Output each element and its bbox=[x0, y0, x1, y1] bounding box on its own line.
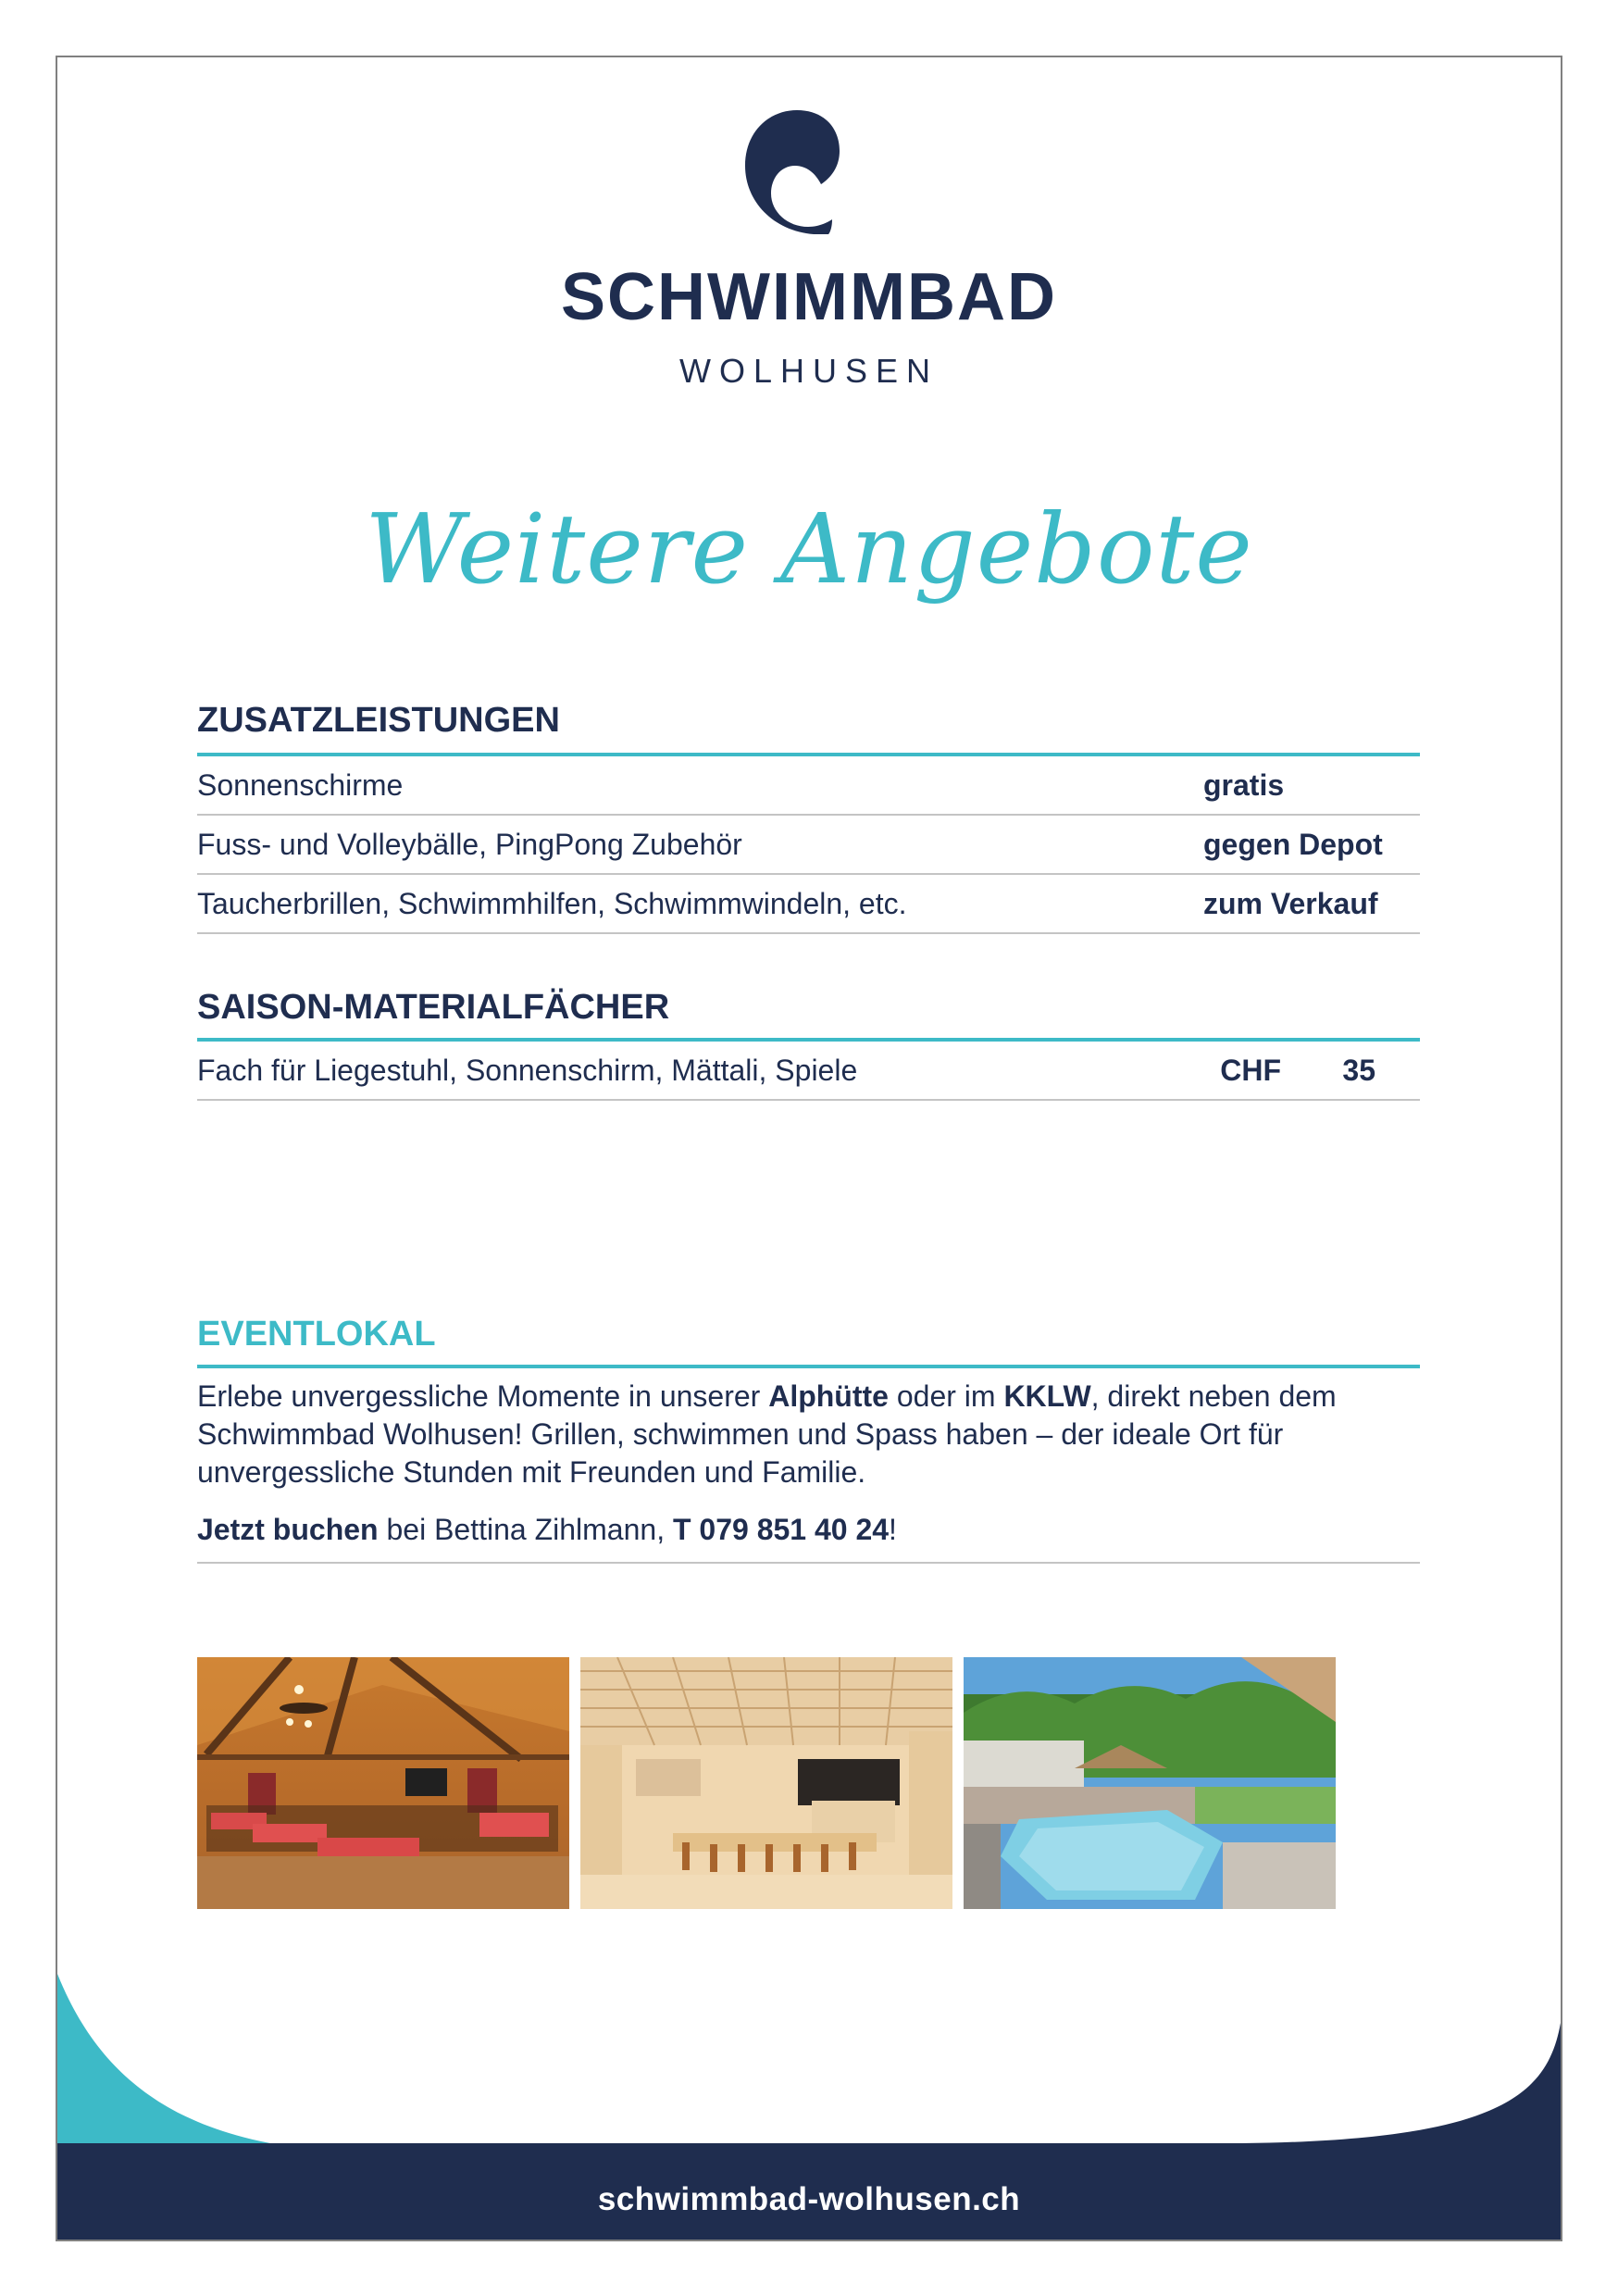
row-amount: 35 bbox=[1342, 1053, 1375, 1087]
booking-contact bbox=[197, 1511, 1420, 1564]
pool-terrace-photo bbox=[964, 1657, 1336, 1909]
page-title: Weitere Angebote bbox=[365, 493, 1253, 605]
brand-name: SCHWIMMBAD bbox=[561, 260, 1057, 334]
alphuette-interior-photo bbox=[197, 1657, 569, 1909]
row-label: Fuss- und Volleybälle, PingPong Zubehör bbox=[197, 827, 742, 861]
kklw-hall-photo bbox=[580, 1657, 952, 1909]
website-link[interactable]: schwimmbad-wolhusen.ch bbox=[597, 2181, 1021, 2217]
row-label: Sonnenschirme bbox=[197, 767, 404, 802]
row-label: Fach für Liegestuhl, Sonnenschirm, Mättali, Spiele bbox=[197, 1053, 858, 1087]
booking-cta: Jetzt buchen bbox=[197, 1513, 379, 1546]
section-zusatzleistungen bbox=[197, 699, 1420, 934]
row-label: Taucherbrillen, Schwimmhilfen, Schwimmwindeln, etc. bbox=[197, 886, 907, 920]
page-frame bbox=[56, 56, 1562, 2241]
alphuette-highlight: Alphütte bbox=[768, 1379, 889, 1413]
section-heading: ZUSATZLEISTUNGEN bbox=[197, 701, 560, 740]
eventlokal-description bbox=[197, 1378, 1420, 1491]
section-saison-materialfaecher bbox=[197, 986, 1420, 1101]
teal-divider bbox=[197, 1365, 1420, 1368]
section-eventlokal bbox=[197, 1313, 1420, 1564]
text-part: , direkt neben dem Schwimmbad Wolhusen! Grillen, schwimmen und Spass haben – der ideale Ort für unvergessliche Stunden mit Freunden und Familie. bbox=[197, 1379, 1337, 1489]
text-part: ! bbox=[889, 1513, 897, 1546]
section-heading: SAISON-MATERIALFÄCHER bbox=[197, 988, 670, 1027]
wave-logo-icon bbox=[743, 108, 843, 234]
contact-person: bei Bettina Zihlmann, bbox=[378, 1513, 673, 1546]
table-row bbox=[197, 756, 1420, 816]
text-part: oder im bbox=[888, 1379, 1004, 1413]
contact-phone[interactable]: T 079 851 40 24 bbox=[672, 1513, 890, 1546]
table-row bbox=[197, 1042, 1420, 1101]
row-value: zum Verkauf bbox=[1203, 886, 1378, 920]
section-heading: EVENTLOKAL bbox=[197, 1315, 436, 1354]
row-value: gratis bbox=[1203, 767, 1285, 802]
table-row bbox=[197, 875, 1420, 934]
row-currency: CHF bbox=[1220, 1053, 1281, 1087]
photo-gallery bbox=[197, 1657, 1336, 1909]
brand-subtitle: WOLHUSEN bbox=[678, 352, 940, 390]
row-value: gegen Depot bbox=[1203, 827, 1383, 861]
kklw-highlight: KKLW bbox=[1003, 1379, 1091, 1413]
table-row bbox=[197, 816, 1420, 875]
text-part: Erlebe unvergessliche Momente in unserer bbox=[197, 1379, 769, 1413]
